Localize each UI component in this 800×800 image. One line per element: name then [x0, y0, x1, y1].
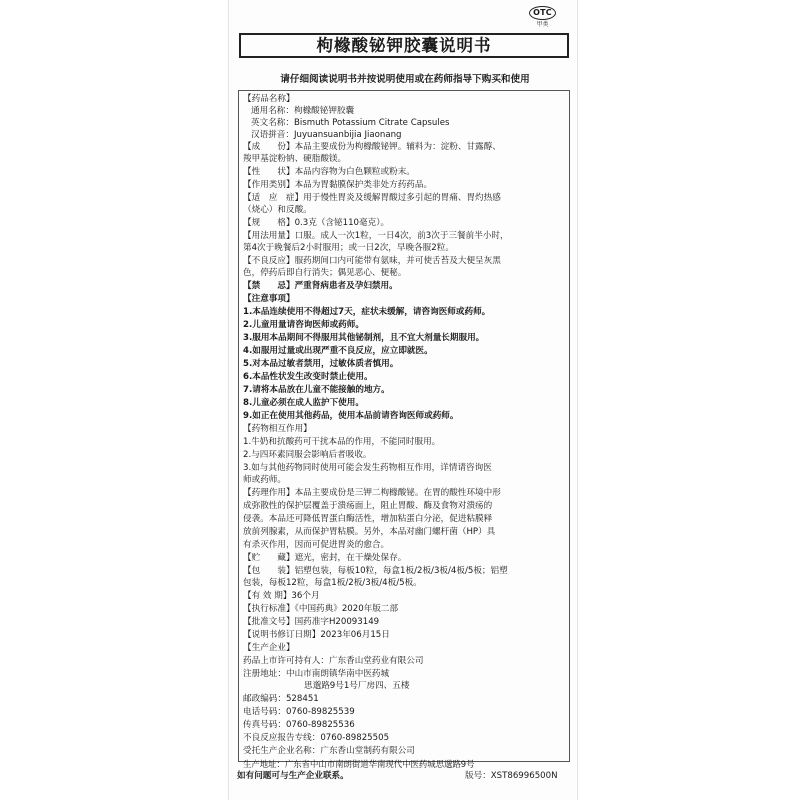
fax-number: 传真号码：0760-89825536: [243, 720, 355, 730]
registered-address-cont: 思邈路9号1号厂房四、五楼: [304, 681, 410, 691]
pharmacology-cont: 有杀灭作用，因而可促进胃炎的愈合。: [243, 540, 390, 550]
packaging-cont: 包装，每板12粒，每盒1板/2板/3板/4板/5板。: [243, 578, 422, 588]
contraindications: 【禁 忌】严重肾病患者及孕妇禁用。: [243, 281, 398, 291]
precaution-item: 2.儿童用量请咨询医师或药师。: [243, 320, 364, 330]
precaution-item: 3.服用本品期间不得服用其他铋制剂，且不宜大剂量长期服用。: [243, 333, 485, 343]
pharmacology-cont: 侵袭。本品还可降低胃蛋白酶活性，增加粘蛋白分泌，促进粘膜释: [243, 514, 493, 524]
otc-mark: OTC: [529, 6, 556, 20]
composition-cont: 羧甲基淀粉钠、硬脂酸镁。: [243, 154, 347, 164]
mah: 药品上市许可持有人：广东香山堂药业有限公司: [243, 656, 424, 666]
production-address: 生产地址：广东省中山市南朗街道华南现代中医药城思邈路9号: [243, 759, 475, 769]
adverse-hotline: 不良反应报告专线：0760-89825505: [243, 733, 390, 743]
storage: 【贮 藏】遮光，密封，在干燥处保存。: [243, 553, 407, 563]
precaution-item: 5.对本品过敏者禁用，过敏体质者慎用。: [243, 359, 399, 369]
interaction-item-cont: 师或药师。: [243, 475, 286, 485]
standard: 【执行标准】《中国药典》2020年版二部: [243, 604, 399, 614]
specification: 【规 格】0.3克（含铋110毫克）。: [243, 218, 390, 228]
instruction-leaflet: [228, 0, 578, 800]
generic-name: 通用名称：枸橼酸铋钾胶囊: [251, 106, 355, 116]
composition: 【成 份】本品主要成份为枸橼酸铋钾。辅料为：淀粉、甘露醇、: [243, 142, 501, 152]
shelf-life: 【有 效 期】36个月: [243, 591, 320, 601]
revision-date: 【说明书修订日期】2023年06月15日: [243, 630, 390, 640]
dosage: 【用法用量】口服。成人一次1粒，一日4次，前3次于三餐前半小时，: [243, 231, 509, 241]
precaution-item: 6.本品性状发生改变时禁止使用。: [243, 372, 373, 382]
pinyin-name: 汉语拼音：Juyuansuanbijia Jiaonang: [251, 130, 402, 140]
document-title: 枸橼酸铋钾胶囊说明书: [239, 33, 569, 58]
postal-code: 邮政编码：528451: [243, 694, 319, 704]
section-interactions: 【药物相互作用】: [243, 424, 312, 434]
otc-category: 甲类: [536, 21, 549, 28]
interaction-item: 1.牛奶和抗酸药可干扰本品的作用，不能同时服用。: [243, 437, 441, 447]
interaction-item: 2.与四环素同服会影响后者吸收。: [243, 450, 372, 460]
appearance: 【性 状】本品内容物为白色颗粒或粉末。: [243, 167, 415, 177]
category: 【作用类别】本品为胃黏膜保护类非处方药药品。: [243, 180, 433, 190]
adverse-reactions-cont: 色，停药后即自行消失；偶见恶心、便秘。: [243, 268, 407, 278]
indications: 【适 应 症】用于慢性胃炎及缓解胃酸过多引起的胃痛、胃灼热感: [243, 193, 501, 203]
precaution-item: 8.儿童必须在成人监护下使用。: [243, 398, 364, 408]
indications-cont: （烧心）和反酸。: [243, 205, 312, 215]
english-name: 英文名称：Bismuth Potassium Citrate Capsules: [251, 118, 450, 128]
precaution-item: 1.本品连续使用不得超过7天，症状未缓解，请咨询医师或药师。: [243, 307, 491, 317]
section-manufacturer: 【生产企业】: [243, 643, 295, 653]
section-precautions: 【注意事项】: [243, 294, 295, 304]
otc-badge: [529, 6, 556, 29]
precaution-item: 4.如服用过量或出现严重不良反应，应立即就医。: [243, 346, 433, 356]
phone-number: 电话号码：0760-89825539: [243, 707, 355, 717]
interaction-item: 3.如与其他药物同时使用可能会发生药物相互作用，详情请咨询医: [243, 463, 492, 473]
approval-number: 【批准文号】国药准字H20093149: [243, 617, 380, 627]
dosage-cont: 第4次于晚餐后2小时服用；或一日2次，早晚各服2粒。: [243, 243, 454, 253]
reading-notice: 请仔细阅读说明书并按说明使用或在药师指导下购买和使用: [280, 74, 530, 85]
pharmacology-cont: 放前列腺素，从而保护胃粘膜。另外，本品对幽门螺杆菌（HP）具: [243, 527, 496, 537]
adverse-reactions: 【不良反应】服药期间口内可能带有氨味，并可使舌苔及大便呈灰黑: [243, 256, 501, 266]
precaution-item: 9.如正在使用其他药品，使用本品前请咨询医师或药师。: [243, 411, 459, 421]
footer-contact: 如有问题可与生产企业联系。: [237, 771, 349, 781]
pharmacology: 【药理作用】本品主要成份是三钾二枸橼酸铋。在胃的酸性环境中形: [243, 488, 501, 498]
footer-version: 版号：XST86996500N: [465, 771, 558, 781]
contract-manufacturer: 受托生产企业名称：广东香山堂制药有限公司: [243, 746, 415, 756]
precaution-item: 7.请将本品放在儿童不能接触的地方。: [243, 385, 390, 395]
registered-address: 注册地址：中山市南朗镇华南中医药城: [243, 669, 390, 679]
packaging: 【包 装】铝塑包装，每板10粒，每盒1板/2板/3板/4板/5板；铝塑: [243, 566, 508, 576]
pharmacology-cont: 成弥散性的保护层覆盖于溃疡面上，阻止胃酸、酶及食物对溃疡的: [243, 501, 493, 511]
section-drug-name: 【药品名称】: [243, 94, 295, 104]
